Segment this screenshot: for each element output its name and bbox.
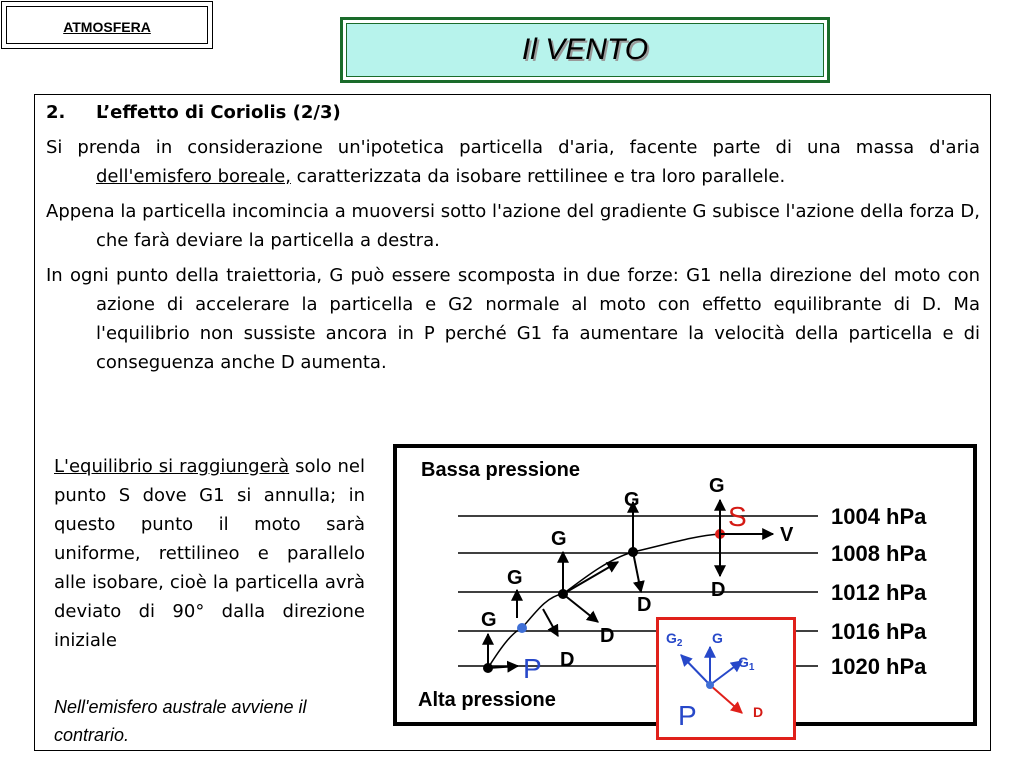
g-label-s: G [709, 475, 725, 497]
inset-g1-letter: G [738, 654, 749, 670]
d-label-4: D [637, 594, 652, 616]
section-tag-label: ATMOSFERA [63, 19, 151, 35]
v-label: V [780, 524, 794, 546]
g-label-3: G [551, 528, 567, 550]
paragraph-2: Appena la particella incomincia a muoversi sotto l'azione del gradiente G subisce l'azione della forza D, che farà deviare la particella a destra. [46, 201, 980, 251]
isobar-label-1012: 1012 hPa [831, 580, 927, 605]
low-pressure-label: Bassa pressione [421, 459, 580, 481]
section-heading-text: L’effetto di Coriolis (2/3) [96, 102, 341, 123]
d-label-s: D [711, 579, 726, 601]
section-heading [46, 98, 980, 127]
inset-point-p [706, 681, 714, 689]
isobar-label-1004: 1004 hPa [831, 504, 927, 529]
paragraph-1-start: Si prenda in considerazione un'ipotetica particella d'aria, facente parte di una massa d'aria [46, 137, 980, 158]
equilibrium-rest: solo nel punto S dove G1 si annulla; in questo punto il moto sarà uniforme, rettilineo e parallelo alle isobare, cioè la particella avrà deviato di 90° dalla direzione iniziale [54, 456, 365, 651]
slide-title-box [340, 17, 830, 83]
inset-g2-letter: G [666, 630, 677, 646]
paragraph-1-underlined: dell'emisfero boreale, [96, 166, 291, 187]
paragraph-1 [46, 133, 980, 191]
s-label: S [728, 501, 747, 532]
equilibrium-paragraph [54, 452, 365, 655]
force-decomposition-inset [656, 617, 796, 740]
slide-title-inner [346, 23, 824, 77]
g-label-1: G [481, 609, 497, 631]
inset-g1-subscript: 1 [748, 662, 755, 673]
d-label-1: D [560, 649, 575, 671]
p-label: P [523, 653, 542, 684]
inset-g2-subscript: 2 [676, 638, 683, 649]
equilibrium-underlined: L'equilibrio si raggiungerà [54, 456, 290, 477]
section-tag-inner [6, 6, 208, 44]
southern-hemisphere-note: Nell'emisfero australe avviene il contrario. [54, 697, 307, 745]
inset-g-label: G [712, 630, 723, 646]
g-label-4: G [624, 489, 640, 511]
d-label-3: D [600, 625, 615, 647]
paragraph-1-end: caratterizzata da isobare rettilinee e tra loro parallele. [290, 166, 786, 187]
isobar-label-1008: 1008 hPa [831, 541, 927, 566]
isobar-label-1016: 1016 hPa [831, 619, 927, 644]
main-text [46, 98, 980, 383]
section-tag [1, 1, 213, 49]
section-number: 2. [46, 102, 66, 123]
point-p [517, 623, 527, 633]
g-label-2: G [507, 567, 523, 589]
inset-p-label: P [678, 700, 697, 731]
slide-title: Il VENTO [521, 33, 649, 66]
paragraph-3: In ogni punto della traiettoria, G può essere scomposta in due forze: G1 nella direzione del moto con azione di accelerare la particella e G2 normale al moto con effetto equilibrante di D. Ma l'equilibrio non sussiste ancora in P perché G1 fa aumentare la velocità della particella e di conseguenza anche D aumenta. [46, 265, 980, 373]
high-pressure-label: Alta pressione [418, 689, 556, 711]
inset-d-label: D [753, 704, 764, 720]
isobar-label-1020: 1020 hPa [831, 654, 927, 679]
